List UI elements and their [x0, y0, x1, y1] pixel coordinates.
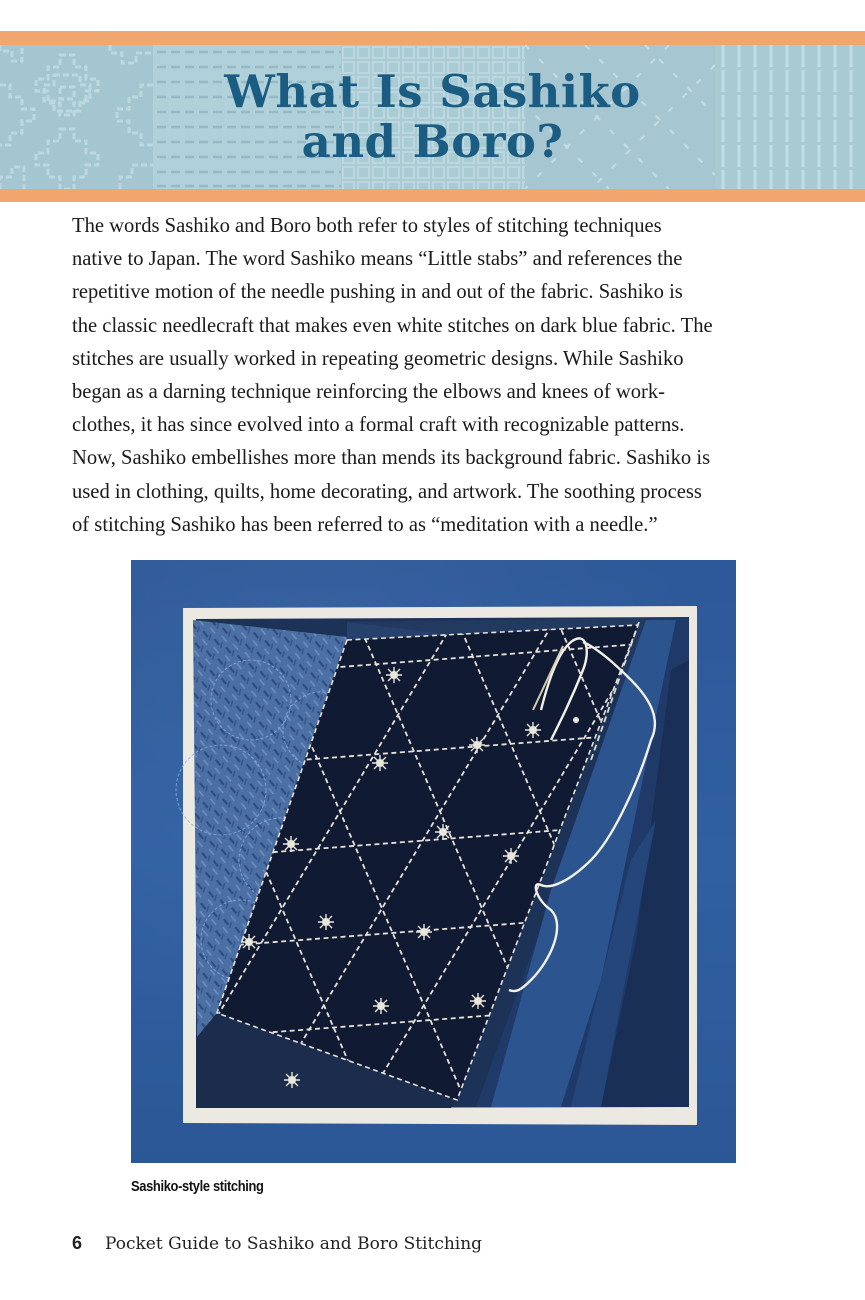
paragraph-line: the classic needlecraft that makes even white stitches on dark blue fabric. The — [72, 314, 713, 337]
page-title — [0, 45, 865, 189]
page-title-line-2: and Boro? — [301, 115, 564, 168]
paragraph-line: used in clothing, quilts, home decorating, and artwork. The soothing process — [72, 480, 702, 503]
sashiko-photo — [131, 560, 736, 1163]
paragraph-line: began as a darning technique reinforcing the elbows and knees of work- — [72, 381, 666, 404]
paragraph-line: stitches are usually worked in repeating geometric designs. While Sashiko — [72, 347, 684, 370]
page-footer — [72, 1233, 482, 1254]
running-title: Pocket Guide to Sashiko and Boro Stitching — [105, 1234, 483, 1254]
banner-top-stripe — [0, 31, 865, 45]
quilt-illustration — [131, 560, 736, 1163]
figure-caption: Sashiko-style stitching — [131, 1178, 264, 1195]
paragraph-line: The words Sashiko and Boro both refer to styles of stitching techniques — [72, 215, 662, 237]
paragraph-line: repetitive motion of the needle pushing in and out of the fabric. Sashiko is — [72, 281, 683, 304]
body-paragraph — [72, 210, 802, 542]
banner-bottom-stripe — [0, 189, 865, 202]
paragraph-line: Now, Sashiko embellishes more than mends its background fabric. Sashiko is — [72, 447, 711, 470]
page-title-line-1: What Is Sashiko — [224, 65, 641, 118]
page-number: 6 — [72, 1233, 83, 1253]
paragraph-line: clothes, it has since evolved into a formal craft with recognizable patterns. — [72, 414, 685, 437]
chapter-banner — [0, 31, 865, 202]
paragraph-line: native to Japan. The word Sashiko means “Little stabs” and references the — [72, 248, 683, 271]
paragraph-line: of stitching Sashiko has been referred to as “meditation with a needle.” — [72, 513, 658, 536]
